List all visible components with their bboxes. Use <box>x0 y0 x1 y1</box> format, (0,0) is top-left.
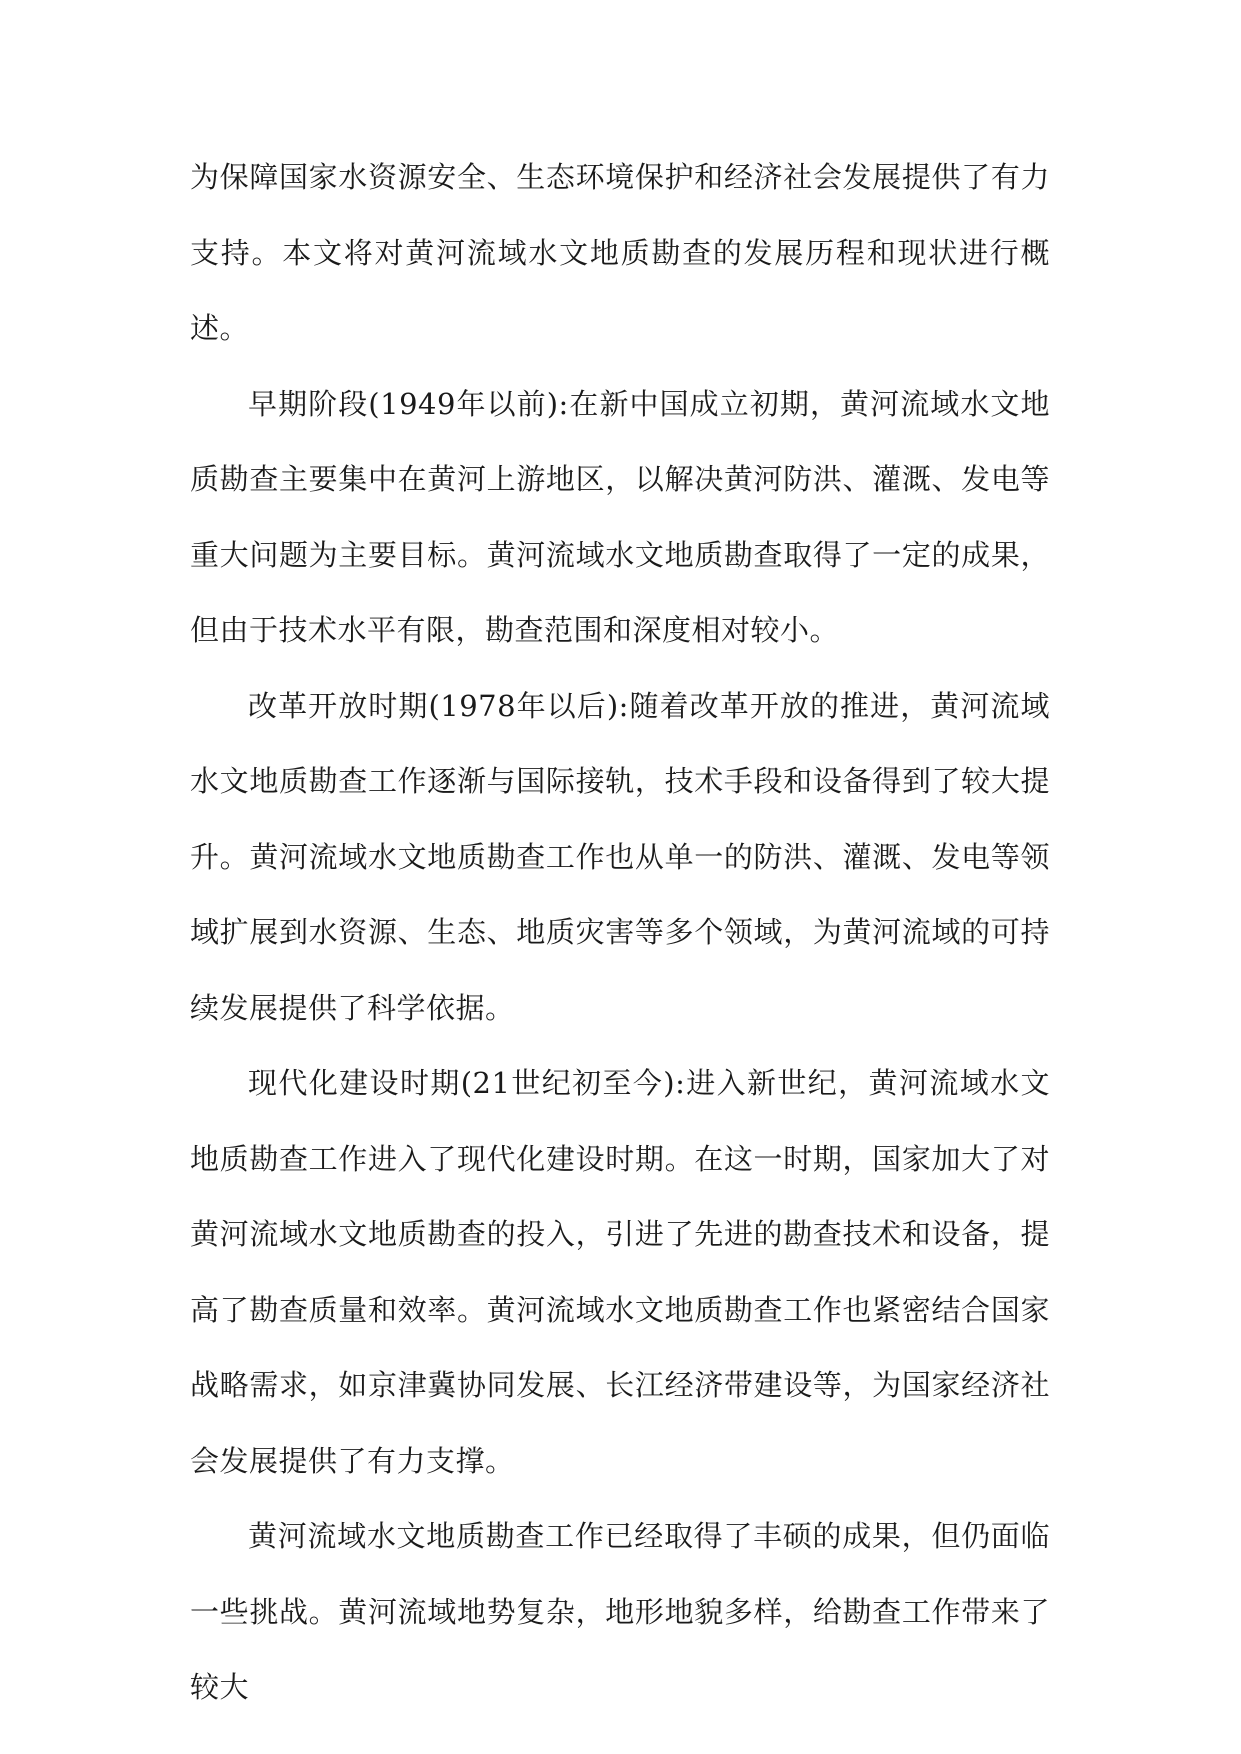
document-body <box>190 140 1050 1726</box>
paragraph-challenges: 黄河流域水文地质勘查工作已经取得了丰硕的成果，但仍面临一些挑战。黄河流域地势复杂，地形地貌多样，给勘查工作带来了较大 <box>190 1519 1050 1704</box>
paragraph-early-stage: 早期阶段(1949年以前):在新中国成立初期，黄河流域水文地质勘查主要集中在黄河上游地区，以解决黄河防洪、灌溉、发电等重大问题为主要目标。黄河流域水文地质勘查取得了一定的成果，但由于技术水平有限，勘查范围和深度相对较小。 <box>190 386 1050 647</box>
paragraph-reform-period: 改革开放时期(1978年以后):随着改革开放的推进，黄河流域水文地质勘查工作逐渐与国际接轨，技术手段和设备得到了较大提升。黄河流域水文地质勘查工作也从单一的防洪、灌溉、发电等领域扩展到水资源、生态、地质灾害等多个领域，为黄河流域的可持续发展提供了科学依据。 <box>190 688 1050 1025</box>
paragraph-modernization-period: 现代化建设时期(21世纪初至今):进入新世纪，黄河流域水文地质勘查工作进入了现代化建设时期。在这一时期，国家加大了对黄河流域水文地质勘查的投入，引进了先进的勘查技术和设备，提高了勘查质量和效率。黄河流域水文地质勘查工作也紧密结合国家战略需求，如京津冀协同发展、长江经济带建设等，为国家经济社会发展提供了有力支撑。 <box>190 1066 1050 1478</box>
paragraph-continuation: 为保障国家水资源安全、生态环境保护和经济社会发展提供了有力支持。本文将对黄河流域水文地质勘查的发展历程和现状进行概述。 <box>190 160 1050 345</box>
